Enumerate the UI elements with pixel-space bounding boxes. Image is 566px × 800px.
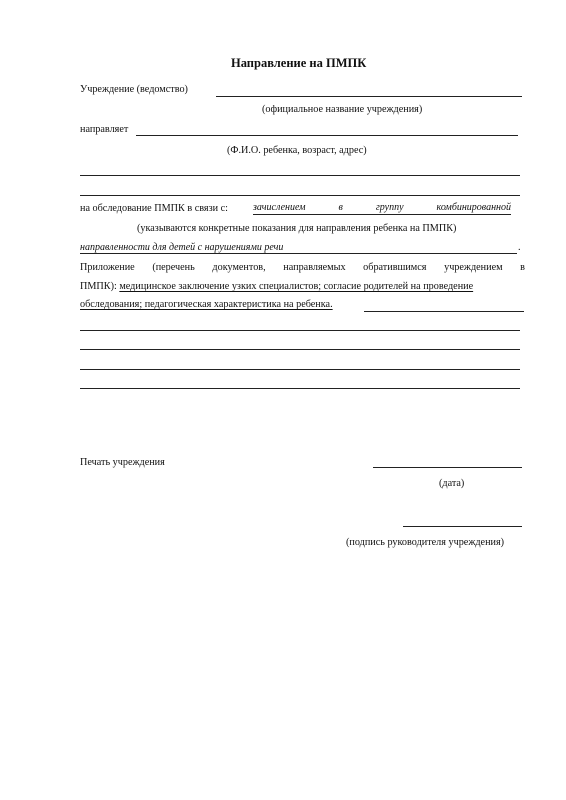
attachment-word: обратившимся	[363, 262, 427, 273]
attachment-line-2	[80, 281, 473, 292]
reason-word: в	[338, 202, 343, 213]
stamp-label: Печать учреждения	[80, 457, 165, 468]
attachment-prefix: ПМПК):	[80, 281, 117, 292]
attachment-word: (перечень	[152, 262, 195, 273]
blank-line[interactable]	[80, 330, 520, 331]
attachment-word: Приложение	[80, 262, 135, 273]
attachment-value: медицинское заключение узких специалистов; согласие родителей на проведение	[119, 281, 474, 292]
date-field[interactable]	[373, 467, 522, 468]
attachment-word: направляемых	[283, 262, 346, 273]
blank-line[interactable]	[80, 175, 520, 176]
blank-line[interactable]	[80, 195, 520, 196]
institution-label: Учреждение (ведомство)	[80, 84, 188, 95]
trailing-dot: .	[518, 242, 521, 253]
blank-line[interactable]	[80, 369, 520, 370]
child-info-hint: (Ф.И.О. ребенка, возраст, адрес)	[227, 145, 367, 156]
attachment-word: в	[520, 262, 525, 273]
exam-hint: (указываются конкретные показания для направления ребенка на ПМПК)	[137, 223, 457, 234]
directs-label: направляет	[80, 124, 129, 135]
exam-reason-continued: направленности для детей с нарушениями речи	[80, 242, 284, 253]
page-title: Направление на ПМПК	[231, 56, 367, 70]
exam-reason-field[interactable]	[253, 202, 511, 215]
blank-line[interactable]	[80, 388, 520, 389]
child-info-field[interactable]	[136, 135, 518, 136]
attachment-line-1	[80, 262, 525, 273]
date-hint: (дата)	[439, 478, 465, 489]
institution-field[interactable]	[216, 96, 522, 97]
reason-word: зачислением	[253, 202, 306, 213]
reason-word: комбинированной	[436, 202, 511, 213]
exam-reason-continued-line[interactable]	[80, 253, 517, 254]
attachment-word: учреждением	[444, 262, 503, 273]
attachment-fill-line[interactable]	[364, 311, 524, 312]
signature-hint: (подпись руководителя учреждения)	[346, 537, 505, 548]
signature-field[interactable]	[403, 526, 522, 527]
institution-hint: (официальное название учреждения)	[262, 104, 423, 115]
attachment-line-3: обследования; педагогическая характеристика на ребенка.	[80, 299, 333, 310]
exam-label: на обследование ПМПК в связи с:	[80, 203, 228, 214]
reason-word: группу	[375, 202, 404, 213]
attachment-word: документов,	[212, 262, 266, 273]
blank-line[interactable]	[80, 349, 520, 350]
